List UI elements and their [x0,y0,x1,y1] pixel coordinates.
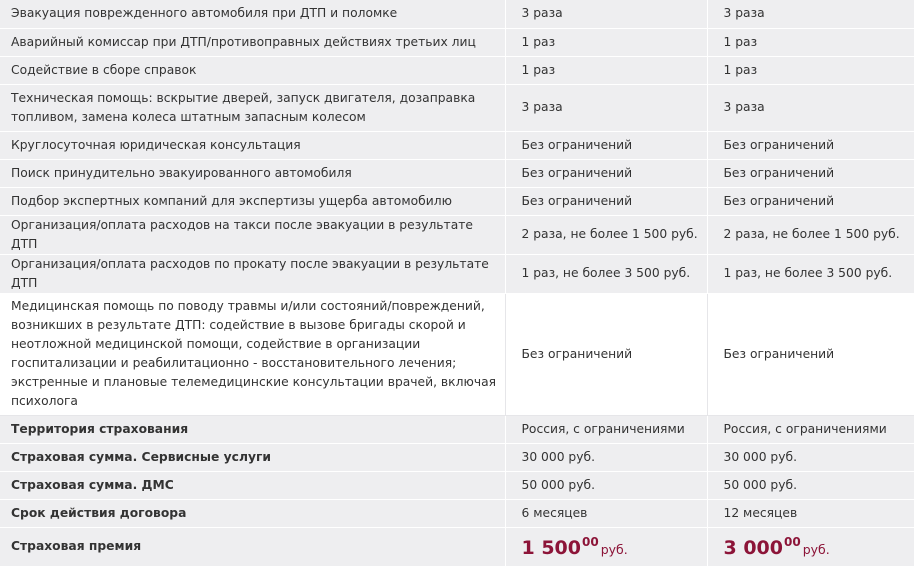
plan2-value: 50 000 руб. [707,471,914,499]
plan1-value: 30 000 руб. [505,443,707,471]
plan2-value: Россия, с ограничениями [707,415,914,443]
row-label: Срок действия договора [0,499,505,527]
row-label: Круглосуточная юридическая консультация [0,131,505,159]
price-amount: 3 000 [723,537,783,559]
plan1-value: 1 раз [505,56,707,84]
row-label: Содействие в сборе справок [0,56,505,84]
plan2-value: 30 000 руб. [707,443,914,471]
price-cents: 00 [582,535,599,549]
plan1-value: Без ограничений [505,131,707,159]
plan1-value: Россия, с ограничениями [505,415,707,443]
row-label: Эвакуация поврежденного автомобиля при ДТП и поломке [0,0,505,28]
plan2-value: 1 раз [707,56,914,84]
row-label: Подбор экспертных компаний для экспертизы ущерба автомобилю [0,187,505,215]
row-label: Территория страхования [0,415,505,443]
plan2-value: Без ограничений [707,159,914,187]
plan1-value: Без ограничений [505,293,707,415]
plan1-value: 3 раза [505,0,707,28]
table-row [0,131,914,159]
plan1-premium [505,527,707,566]
table-row [0,254,914,293]
plan1-value: 1 раз, не более 3 500 руб. [505,254,707,293]
row-label: Аварийный комиссар при ДТП/противоправных действиях третьих лиц [0,28,505,56]
plan2-value: Без ограничений [707,187,914,215]
table-row [0,499,914,527]
price-cents: 00 [784,535,801,549]
price-currency: руб. [802,542,830,557]
table-row [0,159,914,187]
table-row [0,0,914,28]
plan2-value: 1 раз, не более 3 500 руб. [707,254,914,293]
row-label: Страховая сумма. ДМС [0,471,505,499]
table-row [0,28,914,56]
price-amount: 1 500 [521,537,581,559]
plan2-premium [707,527,914,566]
plan1-value: 50 000 руб. [505,471,707,499]
table-row [0,443,914,471]
plan2-value: 12 месяцев [707,499,914,527]
table-row [0,293,914,415]
plan1-value: 6 месяцев [505,499,707,527]
premium-label: Страховая премия [0,527,505,566]
row-label: Страховая сумма. Сервисные услуги [0,443,505,471]
plan2-value: Без ограничений [707,131,914,159]
plan2-value: 3 раза [707,84,914,131]
table-row [0,415,914,443]
plan2-value: 2 раза, не более 1 500 руб. [707,215,914,254]
plan1-value: Без ограничений [505,187,707,215]
plan1-value: 2 раза, не более 1 500 руб. [505,215,707,254]
table-row [0,84,914,131]
price-currency: руб. [600,542,628,557]
table-row [0,215,914,254]
row-label: Техническая помощь: вскрытие дверей, запуск двигателя, дозаправка топливом, замена колеса штатным запасным колесом [0,84,505,131]
plan2-price [723,535,830,559]
row-label: Медицинская помощь по поводу травмы и/или состояний/повреждений, возникших в результате ДТП: содействие в вызове бригады скорой и неотложной медицинской помощи, содействие в организации госпитализации и реабилитационно - восстановительного лечения; экстренные и плановые телемедицинские консультации врачей, включая психолога [0,293,505,415]
plan2-value: Без ограничений [707,293,914,415]
plan2-value: 1 раз [707,28,914,56]
plan1-value: 1 раз [505,28,707,56]
plan1-value: 3 раза [505,84,707,131]
plan2-value: 3 раза [707,0,914,28]
row-label: Организация/оплата расходов на такси после эвакуации в результате ДТП [0,215,505,254]
row-label: Организация/оплата расходов по прокату после эвакуации в результате ДТП [0,254,505,293]
table-row [0,187,914,215]
row-label: Поиск принудительно эвакуированного автомобиля [0,159,505,187]
table-row [0,471,914,499]
plan1-price [521,535,628,559]
table-row [0,56,914,84]
plan1-value: Без ограничений [505,159,707,187]
premium-row [0,527,914,566]
